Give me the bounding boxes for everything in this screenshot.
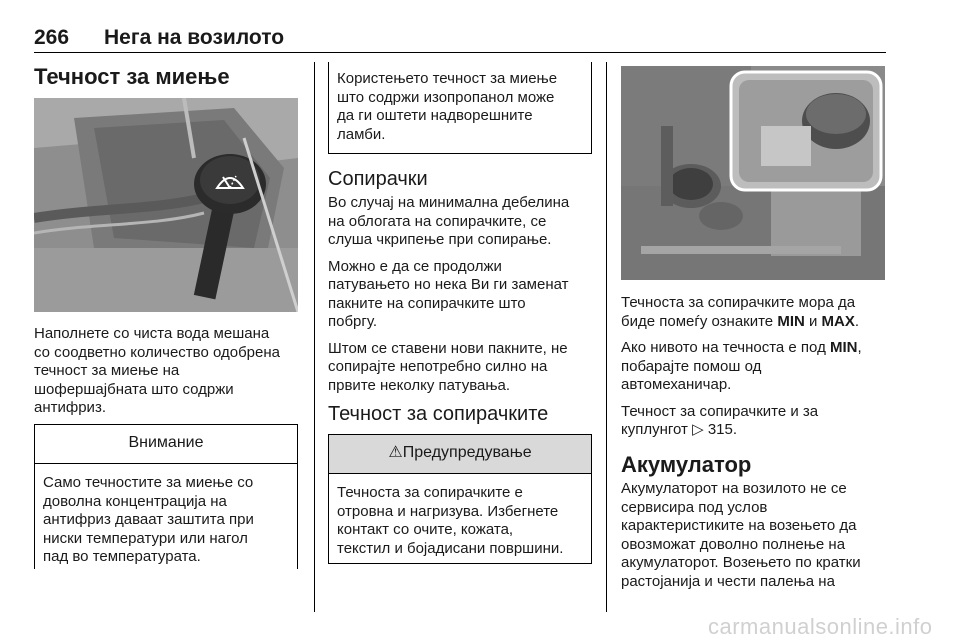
min-mark: MIN (830, 339, 858, 356)
washer-reservoir-photo (34, 98, 298, 312)
battery-heading: Акумулатор (621, 452, 752, 477)
paragraph (328, 258, 604, 332)
min-mark: MIN (777, 312, 805, 330)
text-line: пакните на сопирачките што (328, 294, 526, 312)
column-divider-1 (314, 62, 315, 612)
watermark: carmanualsonline.info (708, 614, 933, 639)
text-fragment: , (857, 339, 862, 356)
text-line: на облогата на сопирачките, се (328, 212, 547, 230)
warning-title: Предупредување (402, 444, 532, 461)
text-line: ниски температури или нагол (43, 529, 248, 547)
text-line: антифриз даваат заштита при (43, 511, 254, 528)
text-fragment: куплунгот (621, 421, 693, 438)
text-line: Наполнете со чиста вода мешана (34, 325, 270, 342)
text-line: Акумулаторот на возилото не се (621, 480, 847, 497)
text-line: отровна и нагризува. Избегнете (337, 502, 559, 520)
text-line: со соодветно количество одобрена (34, 343, 280, 361)
text-line: текстил и бојадисани површини. (337, 539, 564, 557)
text-line: патувањето но нека Ви ги заменат (328, 276, 569, 293)
text-line: доволна концентрација на (43, 492, 227, 510)
text-fragment: Ако нивото на течноста е под (621, 339, 830, 356)
washer-fluid-heading: Течност за миење (34, 64, 230, 89)
text-line: што содржи изопропанол може (337, 88, 555, 106)
caution-text (35, 464, 297, 567)
text-line: контакт со очите, кожата, (337, 521, 514, 538)
page-reference-icon: ▷ (692, 421, 704, 438)
paragraph (328, 194, 604, 250)
text-line: растојанија и чести палења на (621, 572, 835, 590)
paragraph (621, 403, 921, 440)
caution-title: Внимание (35, 425, 297, 464)
caution-notice-continued (328, 62, 592, 154)
section-title: Нега на возилото (104, 26, 285, 49)
text-line: Во случај на минимална дебелина (328, 194, 570, 211)
brake-fluid-heading: Течност за сопирачките (328, 403, 549, 425)
text-line: сопирајте непотребно силно на (328, 358, 548, 375)
caution-continued-text (329, 62, 591, 144)
caution-notice-box (34, 424, 298, 569)
text-line: првите неколку патувања. (328, 376, 511, 394)
battery-text (621, 480, 921, 591)
brake-fluid-reservoir-photo (621, 66, 885, 280)
text-line: акумулаторот. Возењето по кратки (621, 554, 861, 571)
brake-fluid-text (621, 294, 921, 448)
text-line: карактеристиките на возењето да (621, 517, 857, 534)
brakes-heading: Сопирачки (328, 168, 428, 190)
max-mark: MAX (821, 312, 855, 330)
text-line: Само течностите за миење со (43, 474, 254, 491)
warning-text (329, 474, 591, 558)
text-line: слуша чкрипење при сопирање. (328, 231, 552, 248)
text-line: Течноста за сопирачките е (337, 484, 523, 501)
text-line: Користењето течност за миење (337, 70, 558, 87)
text-line: шофершајбната што содржи (34, 380, 234, 398)
brake-reservoir-illustration (621, 66, 885, 280)
page-number: 266 (34, 26, 70, 49)
washer-reservoir-illustration (34, 98, 298, 312)
warning-triangle-icon: ⚠ (388, 444, 403, 461)
text-line: ламби. (337, 125, 386, 143)
text-fragment: и (804, 312, 822, 330)
paragraph (328, 340, 604, 396)
text-line: течност за миење на (34, 362, 180, 379)
column-divider-2 (606, 62, 607, 612)
header-rule (34, 52, 886, 53)
windscreen-washer-icon (214, 166, 246, 194)
text-line: овозможат доволно полнење на (621, 535, 846, 553)
page-reference[interactable]: 315. (707, 421, 738, 438)
text-line: да ги оштети надворешните (337, 107, 533, 124)
text-fragment: . (854, 312, 860, 330)
paragraph (621, 339, 921, 395)
text-line: Течност за сопирачките и за (621, 402, 819, 420)
washer-fluid-text (34, 325, 304, 418)
text-line: Можно е да се продолжи (328, 257, 502, 275)
text-line: Течноста за сопирачките мора да (621, 294, 856, 311)
paragraph (621, 294, 921, 331)
text-line: антифриз. (34, 399, 106, 416)
warning-notice-box (328, 434, 592, 564)
text-line: побргу. (328, 313, 378, 330)
text-line: сервисира под услов (621, 498, 768, 516)
text-line: Штом се ставени нови пакните, не (328, 339, 568, 357)
text-fragment: биде помеѓу ознаките (621, 312, 778, 330)
text-line: автомеханичар. (621, 376, 732, 393)
text-line: побарајте помош од (621, 357, 762, 375)
brakes-text (328, 194, 604, 403)
warning-header (329, 435, 591, 474)
text-line: пад во температурата. (43, 548, 201, 565)
